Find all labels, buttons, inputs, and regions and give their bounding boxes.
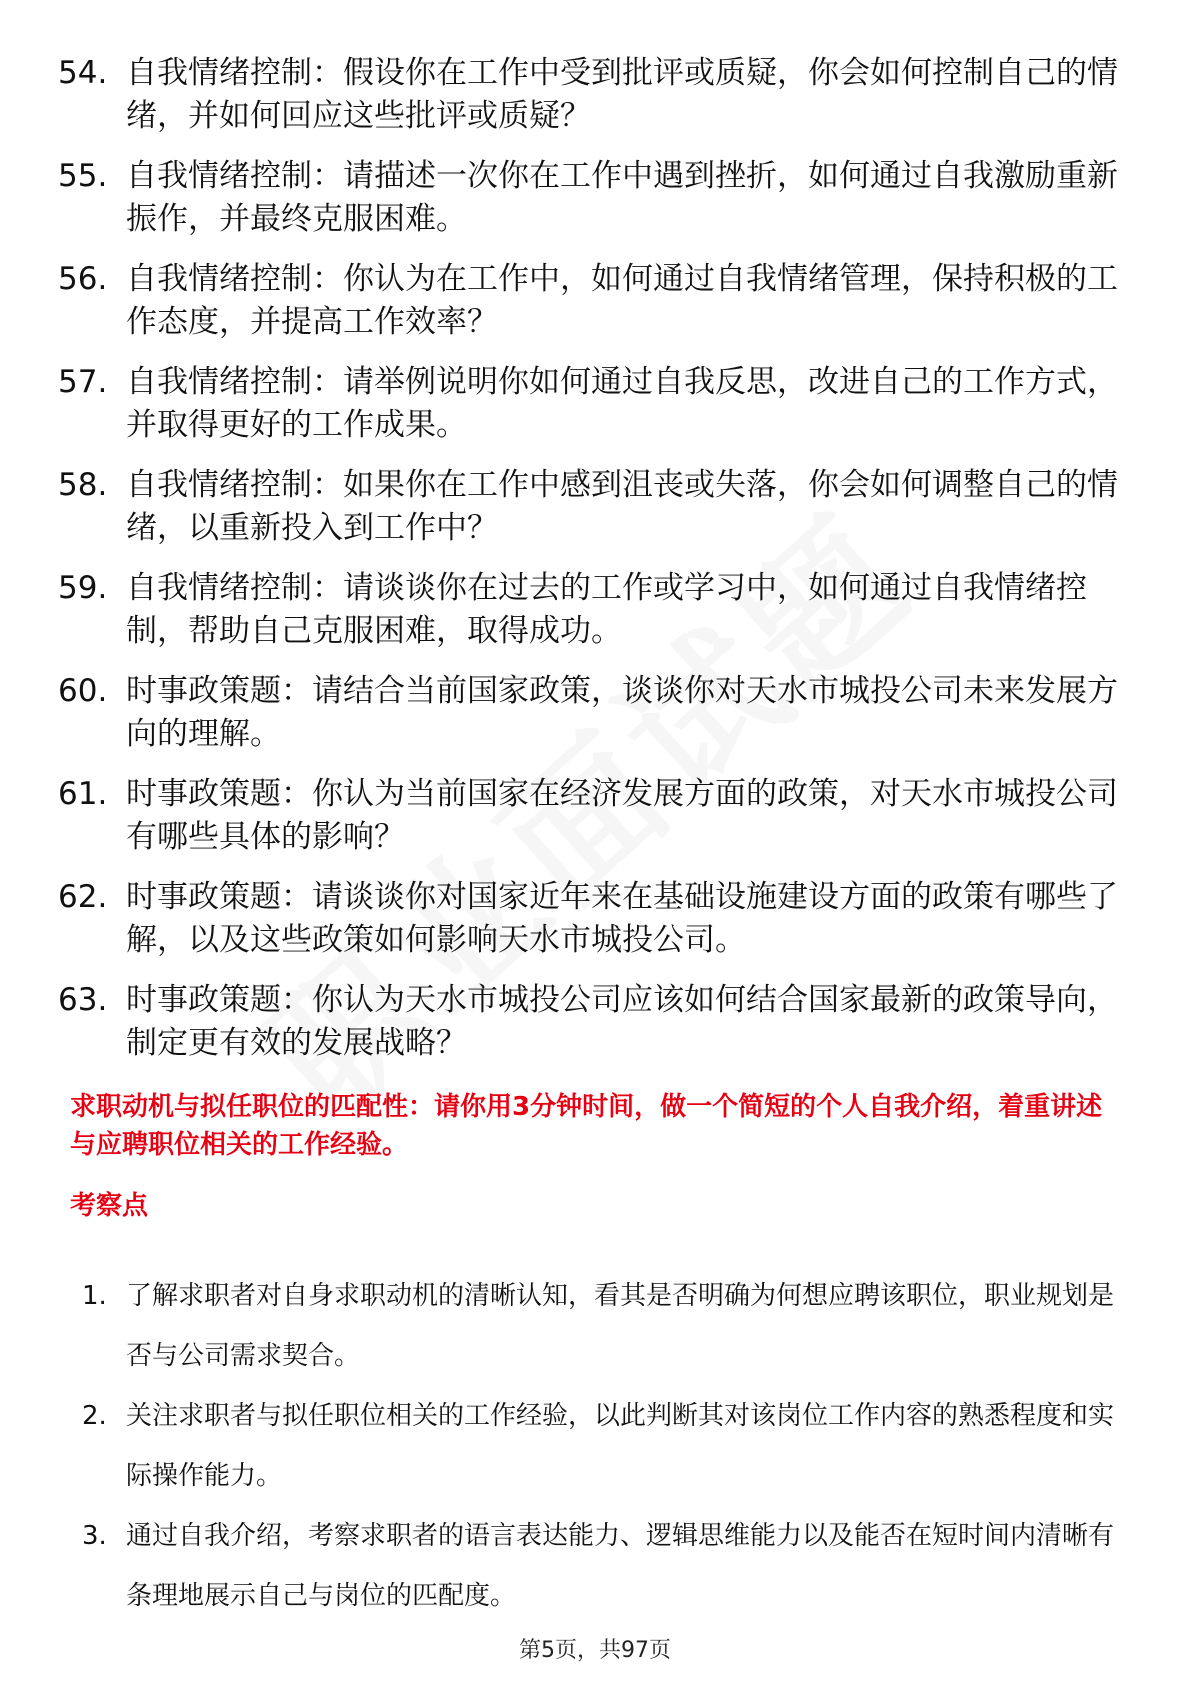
question-number: 63. [58,982,108,1018]
question-text: 时事政策题：请谈谈你对国家近年来在基础设施建设方面的政策有哪些了解，以及这些政策如何影响天水市城投公司。 [126,879,1118,958]
question-text: 自我情绪控制：你认为在工作中，如何通过自我情绪管理，保持积极的工作态度，并提高工作效率？ [126,261,1118,340]
point-number: 2. [82,1401,107,1431]
question-item [58,670,1118,756]
question-text: 自我情绪控制：假设你在工作中受到批评或质疑，你会如何控制自己的情绪，并如何回应这些批评或质疑？ [126,55,1118,134]
point-text: 了解求职者对自身求职动机的清晰认知，看其是否明确为何想应聘该职位，职业规划是否与公司需求契合。 [126,1281,1115,1371]
point-number: 1. [82,1281,107,1311]
assessment-point [82,1506,1117,1626]
question-item [58,464,1118,550]
question-text: 时事政策题：你认为天水市城投公司应该如何结合国家最新的政策导向，制定更有效的发展战略？ [126,982,1118,1061]
question-number: 57. [58,364,108,400]
question-number: 62. [58,879,108,915]
assessment-point [82,1266,1117,1386]
question-number: 59. [58,570,108,606]
question-item [58,155,1118,241]
page-footer: 第5页，共97页 [519,1638,671,1663]
point-number: 3. [82,1521,107,1551]
question-item [58,567,1118,653]
question-number: 61. [58,776,108,812]
question-text: 自我情绪控制：请描述一次你在工作中遇到挫折，如何通过自我激励重新振作，并最终克服困难。 [126,158,1118,237]
assessment-point [82,1386,1117,1506]
question-text: 时事政策题：请结合当前国家政策，谈谈你对天水市城投公司未来发展方向的理解。 [126,673,1118,752]
question-number: 58. [58,467,108,503]
question-text: 自我情绪控制：请举例说明你如何通过自我反思，改进自己的工作方式，并取得更好的工作成果。 [126,364,1118,443]
question-number: 54. [58,55,108,91]
question-number: 60. [58,673,108,709]
question-item [58,52,1118,138]
point-text: 通过自我介绍，考察求职者的语言表达能力、逻辑思维能力以及能否在短时间内清晰有条理地展示自己与岗位的匹配度。 [126,1521,1115,1611]
question-text: 自我情绪控制：请谈谈你在过去的工作或学习中，如何通过自我情绪控制，帮助自己克服困难，取得成功。 [126,570,1087,649]
question-text: 自我情绪控制：如果你在工作中感到沮丧或失落，你会如何调整自己的情绪，以重新投入到工作中？ [126,467,1118,546]
question-number: 55. [58,158,108,194]
question-item [58,979,1118,1065]
assessment-points-list [82,1266,1117,1626]
question-item [58,773,1118,859]
question-item [58,361,1118,447]
question-number: 56. [58,261,108,297]
question-item [58,258,1118,344]
highlight-question: 求职动机与拟任职位的匹配性：请你用3分钟时间，做一个简短的个人自我介绍，着重讲述与应聘职位相关的工作经验。 [70,1092,1103,1160]
question-text: 时事政策题：你认为当前国家在经济发展方面的政策，对天水市城投公司有哪些具体的影响？ [126,776,1118,855]
point-text: 关注求职者与拟任职位相关的工作经验，以此判断其对该岗位工作内容的熟悉程度和实际操作能力。 [126,1401,1115,1491]
section-title: 考察点 [70,1191,149,1221]
question-item [58,876,1118,962]
question-list [58,52,1118,1082]
